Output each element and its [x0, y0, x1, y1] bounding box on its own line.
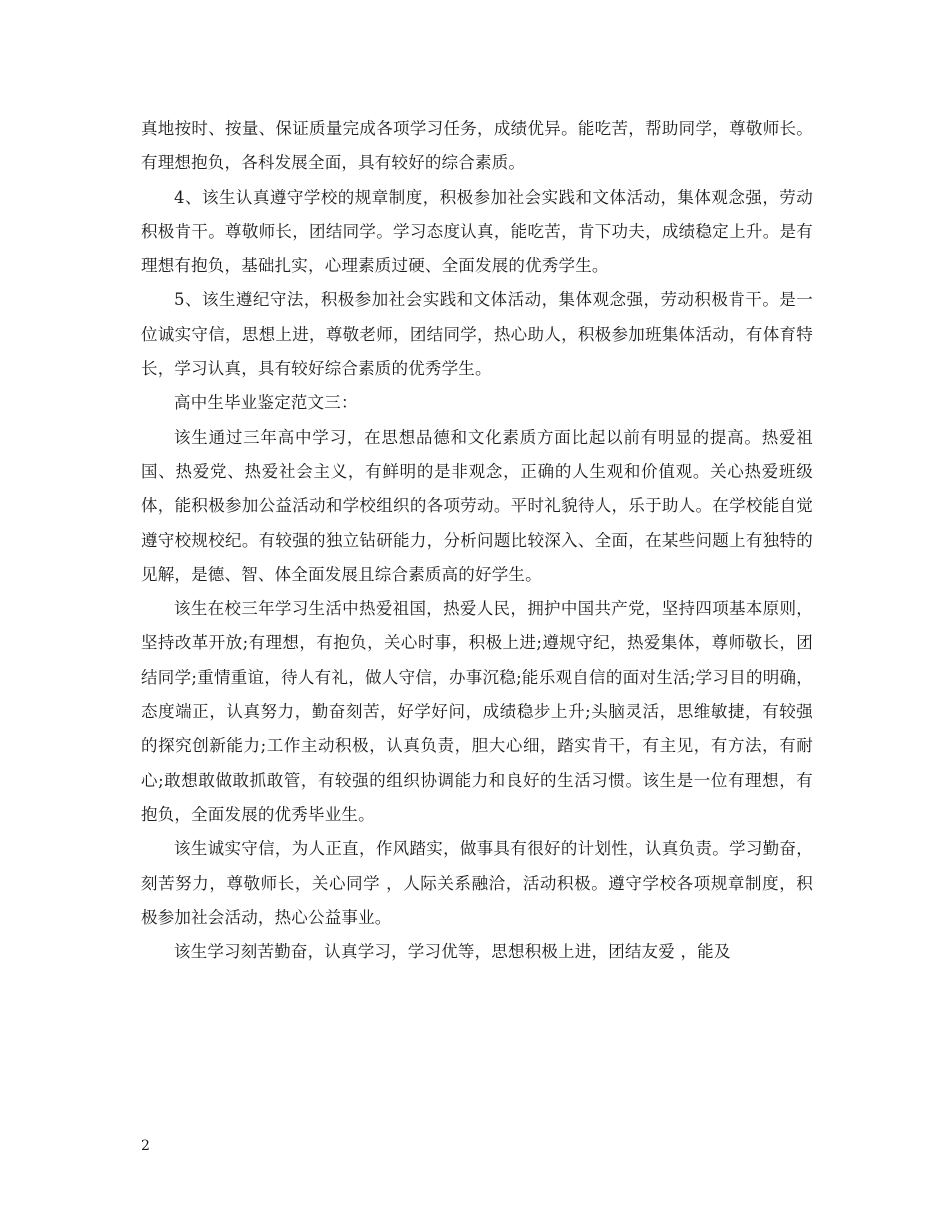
paragraph-continuation: 真地按时、按量、保证质量完成各项学习任务，成绩优异。能吃苦，帮助同学，尊敬师长。有理想抱负，各科发展全面，具有较好的综合素质。 — [141, 119, 813, 173]
section-heading: 高中生毕业鉴定范文三： — [174, 393, 358, 413]
paragraph-item-5: 5、该生遵纪守法，积极参加社会实践和文体活动，集体观念强，劳动积极肯干。是一位诚实守信，思想上进，尊敬老师，团结同学，热心助人，积极参加班集体活动，有体育特长，学习认真，具有较好综合素质的优秀学生。 — [141, 290, 813, 379]
paragraph-sample-3: 该生诚实守信，为人正直，作风踏实，做事具有很好的计划性，认真负责。学习勤奋，刻苦努力，尊敬师长，关心同学 ，人际关系融洽，活动积极。遵守学校各项规章制度，积极参加社会活动，热心公益事业。 — [141, 839, 813, 927]
page-number: 2 — [141, 1138, 150, 1154]
paragraph-sample-1: 该生通过三年高中学习，在思想品德和文化素质方面比起以前有明显的提高。热爱祖国、热爱党、热爱社会主义，有鲜明的是非观念，正确的人生观和价值观。关心热爱班级体，能积极参加公益活动和学校组织的各项劳动。平时礼貌待人，乐于助人。在学校能自觉遵守校规校纪。有较强的独立钻研能力，分析问题比较深入、全面，在某些问题上有独特的见解，是德、智、体全面发展且综合素质高的好学生。 — [141, 427, 813, 584]
document-body — [141, 112, 813, 969]
paragraph-item-4: 4、该生认真遵守学校的规章制度，积极参加社会实践和文体活动，集体观念强，劳动积极肯干。尊敬师长，团结同学。学习态度认真，能吃苦，肯下功夫，成绩稳定上升。是有理想有抱负，基础扎实，心理素质过硬、全面发展的优秀学生。 — [141, 187, 813, 276]
paragraph-sample-2: 该生在校三年学习生活中热爱祖国，热爱人民，拥护中国共产党，坚持四项基本原则，坚持改革开放;有理想，有抱负，关心时事，积极上进;遵规守纪，热爱集体，尊师敬长，团结同学;重情重谊，待人有礼，做人守信，办事沉稳;能乐观自信的面对生活;学习目的明确，态度端正，认真努力，勤奋刻苦，好学好问，成绩稳步上升;头脑灵活，思维敏捷，有较强的探究创新能力;工作主动积极，认真负责，胆大心细，踏实肯干，有主见，有方法，有耐心;敢想敢做敢抓敢管，有较强的组织协调能力和良好的生活习惯。该生是一位有理想，有抱负，全面发展的优秀毕业生。 — [141, 599, 813, 824]
paragraph-sample-4: 该生学习刻苦勤奋，认真学习，学习优等，思想积极上进，团结友爱 ，能及 — [174, 942, 731, 962]
